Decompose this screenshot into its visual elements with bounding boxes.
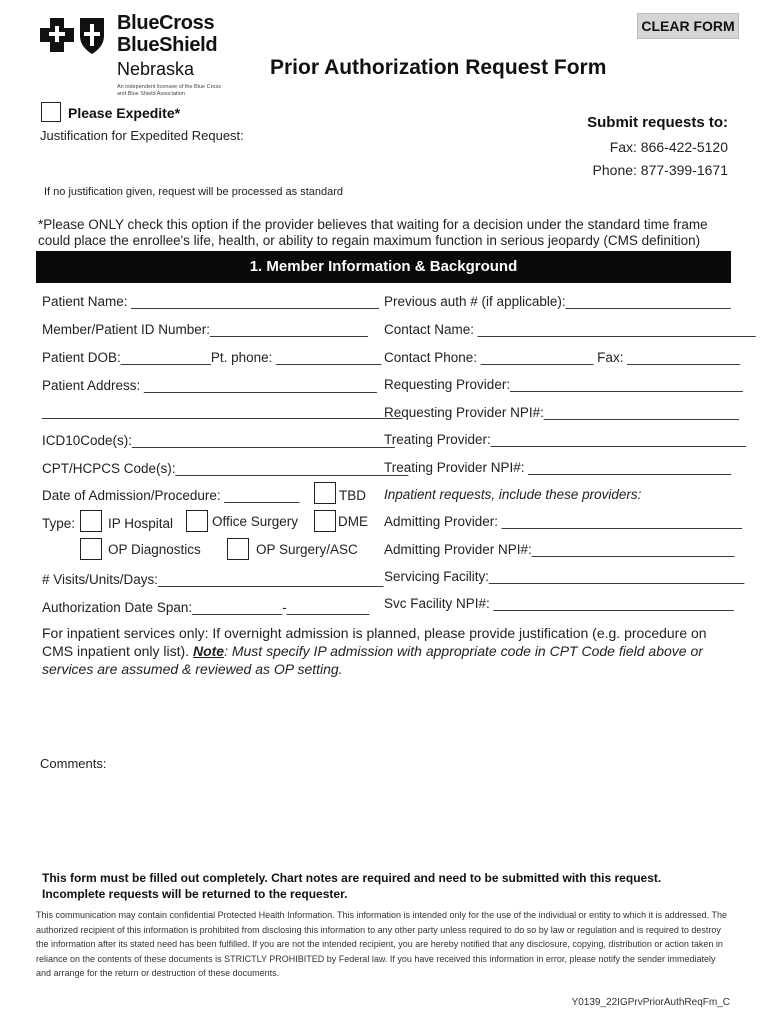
authorization-date-span-field[interactable]: Authorization Date Span:____________-___________ xyxy=(42,600,370,615)
office-surgery-label: Office Surgery xyxy=(212,514,299,529)
tbd-label: TBD xyxy=(339,488,366,503)
visits-units-days-field[interactable]: # Visits/Units/Days:______________________________ xyxy=(42,572,384,587)
cross-icon xyxy=(40,16,112,56)
inpatient-providers-note: Inpatient requests, include these providers: xyxy=(384,487,642,502)
office-surgery-checkbox[interactable] xyxy=(186,510,208,532)
requesting-provider-field[interactable]: Requesting Provider:_______________________________ xyxy=(384,377,743,392)
patient-dob-field[interactable]: Patient DOB:____________Pt. phone: ______________ xyxy=(42,350,382,365)
op-surgery-checkbox[interactable] xyxy=(227,538,249,560)
inpatient-note-label: Note xyxy=(192,643,225,659)
ip-hospital-checkbox[interactable] xyxy=(80,510,102,532)
submit-fax: Fax: 866-422-5120 xyxy=(609,139,728,155)
form-title: Prior Authorization Request Form xyxy=(270,56,607,79)
comments-label: Comments: xyxy=(40,756,107,771)
inpatient-note-detail: : Must specify IP admission with appropriate code in CPT Code field above or services are assumed & reviewed as OP setting. xyxy=(42,643,703,677)
patient-address-field[interactable]: Patient Address: _______________________________ xyxy=(42,378,377,393)
tbd-checkbox[interactable] xyxy=(314,482,336,504)
admitting-provider-field[interactable]: Admitting Provider: ________________________________ xyxy=(384,514,743,529)
contact-name-field[interactable]: Contact Name: _____________________________________ xyxy=(384,322,756,337)
form-code: Y0139_22IGPrvPriorAuthReqFm_C xyxy=(571,997,730,1008)
dme-checkbox[interactable] xyxy=(314,510,336,532)
treating-provider-field[interactable]: Treating Provider:__________________________________ xyxy=(384,432,747,447)
brand-line-2: BlueShield xyxy=(117,34,218,56)
logo-icons xyxy=(40,16,112,52)
admission-date-field[interactable]: Date of Admission/Procedure: __________ xyxy=(42,488,300,503)
brand-line-3: Nebraska xyxy=(117,59,195,79)
member-id-field[interactable]: Member/Patient ID Number:_____________________ xyxy=(42,322,368,337)
previous-auth-field[interactable]: Previous auth # (if applicable):______________________ xyxy=(384,294,731,309)
shield-icon xyxy=(80,18,104,54)
svc-facility-npi-field[interactable]: Svc Facility NPI#: ________________________________ xyxy=(384,596,734,611)
justification-label: Justification for Expedited Request: xyxy=(40,128,244,143)
ip-hospital-label: IP Hospital xyxy=(108,516,174,531)
submit-heading: Submit requests to: xyxy=(587,114,728,131)
cpt-hcpcs-field[interactable]: CPT/HCPCS Code(s):_______________________________ xyxy=(42,461,409,476)
requesting-provider-npi-field[interactable]: Requesting Provider NPI#:__________________________ xyxy=(384,405,740,420)
brand-tagline-2: and Blue Shield Association xyxy=(117,91,185,97)
op-surgery-label: OP Surgery/ASC xyxy=(256,542,358,557)
standard-processing-note: If no justification given, request will be processed as standard xyxy=(44,186,343,198)
contact-phone-fax-field[interactable]: Contact Phone: _______________ Fax: _______________ xyxy=(384,350,740,365)
patient-name-field[interactable]: Patient Name: _________________________________ xyxy=(42,294,380,309)
inpatient-note-text: For inpatient services only: If overnight admission is planned, please provide justification (e.g. procedure on CMS inpatient only list). xyxy=(42,625,707,659)
confidentiality-disclaimer: This communication may contain confidential Protected Health Information. This information is intended only for the use of the individual or entity to which it is addressed. The authorized recipient of this information is prohibited from disclosing this information to any other party unless required to do so by law or regulation and is required to destroy the information after its stated need has been fulfilled. If you are not the intended recipient, you are hereby notified that any disclosure, copying, distribution or action taken in reliance on the contents of these documents is STRICTLY PROHIBITED by Federal law. If you have received this information in error, please notify the sender immediately and arrange for the return or destruction of these documents. xyxy=(36,910,728,978)
completion-notice-1: This form must be filled out completely. Chart notes are required and need to be submitted with this request. xyxy=(42,871,662,885)
patient-address-line2-field[interactable]: ________________________________________________ xyxy=(42,404,403,419)
admitting-provider-npi-field[interactable]: Admitting Provider NPI#:___________________________ xyxy=(384,542,735,557)
clear-form-button[interactable]: CLEAR FORM xyxy=(637,13,739,39)
submit-phone: Phone: 877-399-1671 xyxy=(592,162,728,178)
section-header: 1. Member Information & Background xyxy=(36,251,731,283)
type-label: Type: xyxy=(42,516,76,531)
brand-tagline xyxy=(117,84,221,98)
inpatient-justification-note xyxy=(42,624,722,678)
expedite-checkbox[interactable] xyxy=(41,102,61,122)
expedite-label: Please Expedite* xyxy=(68,105,181,121)
completion-notice-2: Incomplete requests will be returned to the requester. xyxy=(42,887,348,901)
treating-provider-npi-field[interactable]: Treating Provider NPI#: ___________________________ xyxy=(384,460,732,475)
op-diagnostics-label: OP Diagnostics xyxy=(108,542,201,557)
icd10-field[interactable]: ICD10Code(s):___________________________________ xyxy=(42,433,395,448)
expedite-footnote: *Please ONLY check this option if the provider believes that waiting for a decision under the standard time frame could place the enrollee's life, health, or ability to regain maximum function in serious jeopardy (CMS definition) xyxy=(38,217,708,248)
dme-label: DME xyxy=(338,514,368,529)
op-diagnostics-checkbox[interactable] xyxy=(80,538,102,560)
brand-line-1: BlueCross xyxy=(117,12,215,34)
servicing-facility-field[interactable]: Servicing Facility:__________________________________ xyxy=(384,569,745,584)
brand-tagline-1: An independent licensee of the Blue Cross xyxy=(117,84,221,90)
